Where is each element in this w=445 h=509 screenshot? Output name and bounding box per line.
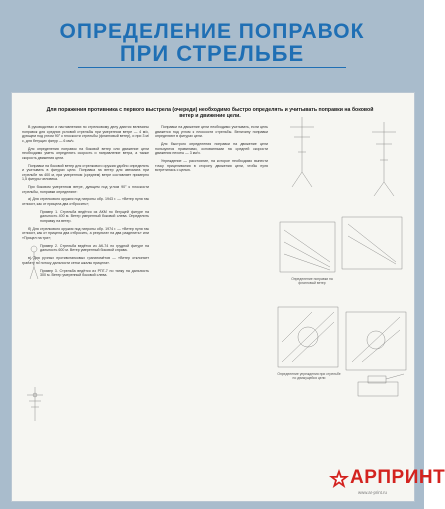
right-illustrations [272,112,412,412]
tank-target-diagram [358,374,404,396]
paragraph: в) Для ручных противотанковых гранатомётов — «Ветер отклоняет гранату по потоку дальности сетки шкалы прицела». [22,256,149,265]
title-divider [78,67,346,68]
soldier-figure-illustration [24,243,44,283]
target-tower-top [290,117,314,187]
example-paragraph: Пример 2. Стрельба ведётся из АК-74 по грудной фигуре на дальность 600 м. Ветер умеренный боковой справа. [40,243,149,253]
paragraph: Для определения поправок на боковой ветер или движение цели необходимо уметь определять скорость и направление ветра, а также скорость движения цели. [22,146,149,160]
paragraph: Для быстрого определения поправки на движение цели пользуются правилами, основанными на средней скорости движения пехоты — 3 км/ч. [155,141,268,156]
paragraph: При боковом умеренном ветре, дующем под углом 90° к плоскости стрельбы, поправки определяют: [22,185,149,194]
paragraph: Упреждение — расстояние, на которое необходимо вынести точку прицеливания в сторону движения цели, чтобы пуля встретилась с целью. [155,158,268,173]
paragraph: Поправки на боковой ветер для стрелкового оружия удобно определять и учитывать в фигурах цели. Поправка на ветер для автомата при стрельбе на 400 м, при умеренном (среднем) ветре составляет примерно 1,5 фигуры человека. [22,163,149,182]
movement-diagram-caption: Определение упреждения при стрельбе по движущейся цели [277,372,341,380]
brand-name: АРПРИНТ [350,467,445,488]
example-paragraph: Пример 1. Стрельба ведётся из АКМ по бегущей фигуре на дальность 400 м. Ветер умеренный боковой слева. Определить поправку на ветер. [40,209,149,224]
red-star-icon [328,468,350,490]
paragraph: Поправки на движение цели необходимо учитывать, если цель движется под углом к плоскости стрельбы. Величину поправки определяют в фигурах цели. [155,125,268,139]
wind-diagram [280,217,402,272]
poster-subtitle: Для поражения противника с первого выстрела (очереди) необходимо быстро определять и учитывать поправки на боковой ветер и движение цели. [46,107,374,120]
poster-title-line2: ПРИ СТРЕЛЬБЕ [119,41,305,66]
movement-diagram [278,307,406,370]
brand-logo [328,465,445,497]
example-paragraph: Пример 3. Стрельба ведётся из РПГ-7 по танку на дальность 300 м. Ветер умеренный боковой слева. [40,268,149,278]
target-tower-right [372,122,396,196]
reticle-diagram [24,385,46,423]
paragraph: б) Для стрелкового оружия под патроны обр. 1974 г. — «Ветер пуля так относит, как от прицела два отбросить, а результат на два разделить» или «Прицел на три»; [22,226,149,240]
poster-title-line1: ОПРЕДЕЛЕНИЕ ПОПРАВОК [59,20,365,43]
paragraph: а) Для стрелкового оружия под патроны обр. 1943 г. — «Ветер пуля так относит, как от прицела два отбросить»; [22,197,149,207]
wind-diagram-caption: Определение поправки на фланговый ветер [291,277,333,285]
middle-text-column [155,125,268,176]
brand-url: www.ar-print.ru [358,490,387,495]
paragraph: В руководствах и наставлениях по стрелковому делу даются величины поправок для средних условий стрельбы при умеренном ветре — 4 м/с, дующем под углом 90° к плоскости стрельбы (фланговый ветер), и при 3 м/с, для бегущих фигур — 6 км/ч. [22,125,149,143]
